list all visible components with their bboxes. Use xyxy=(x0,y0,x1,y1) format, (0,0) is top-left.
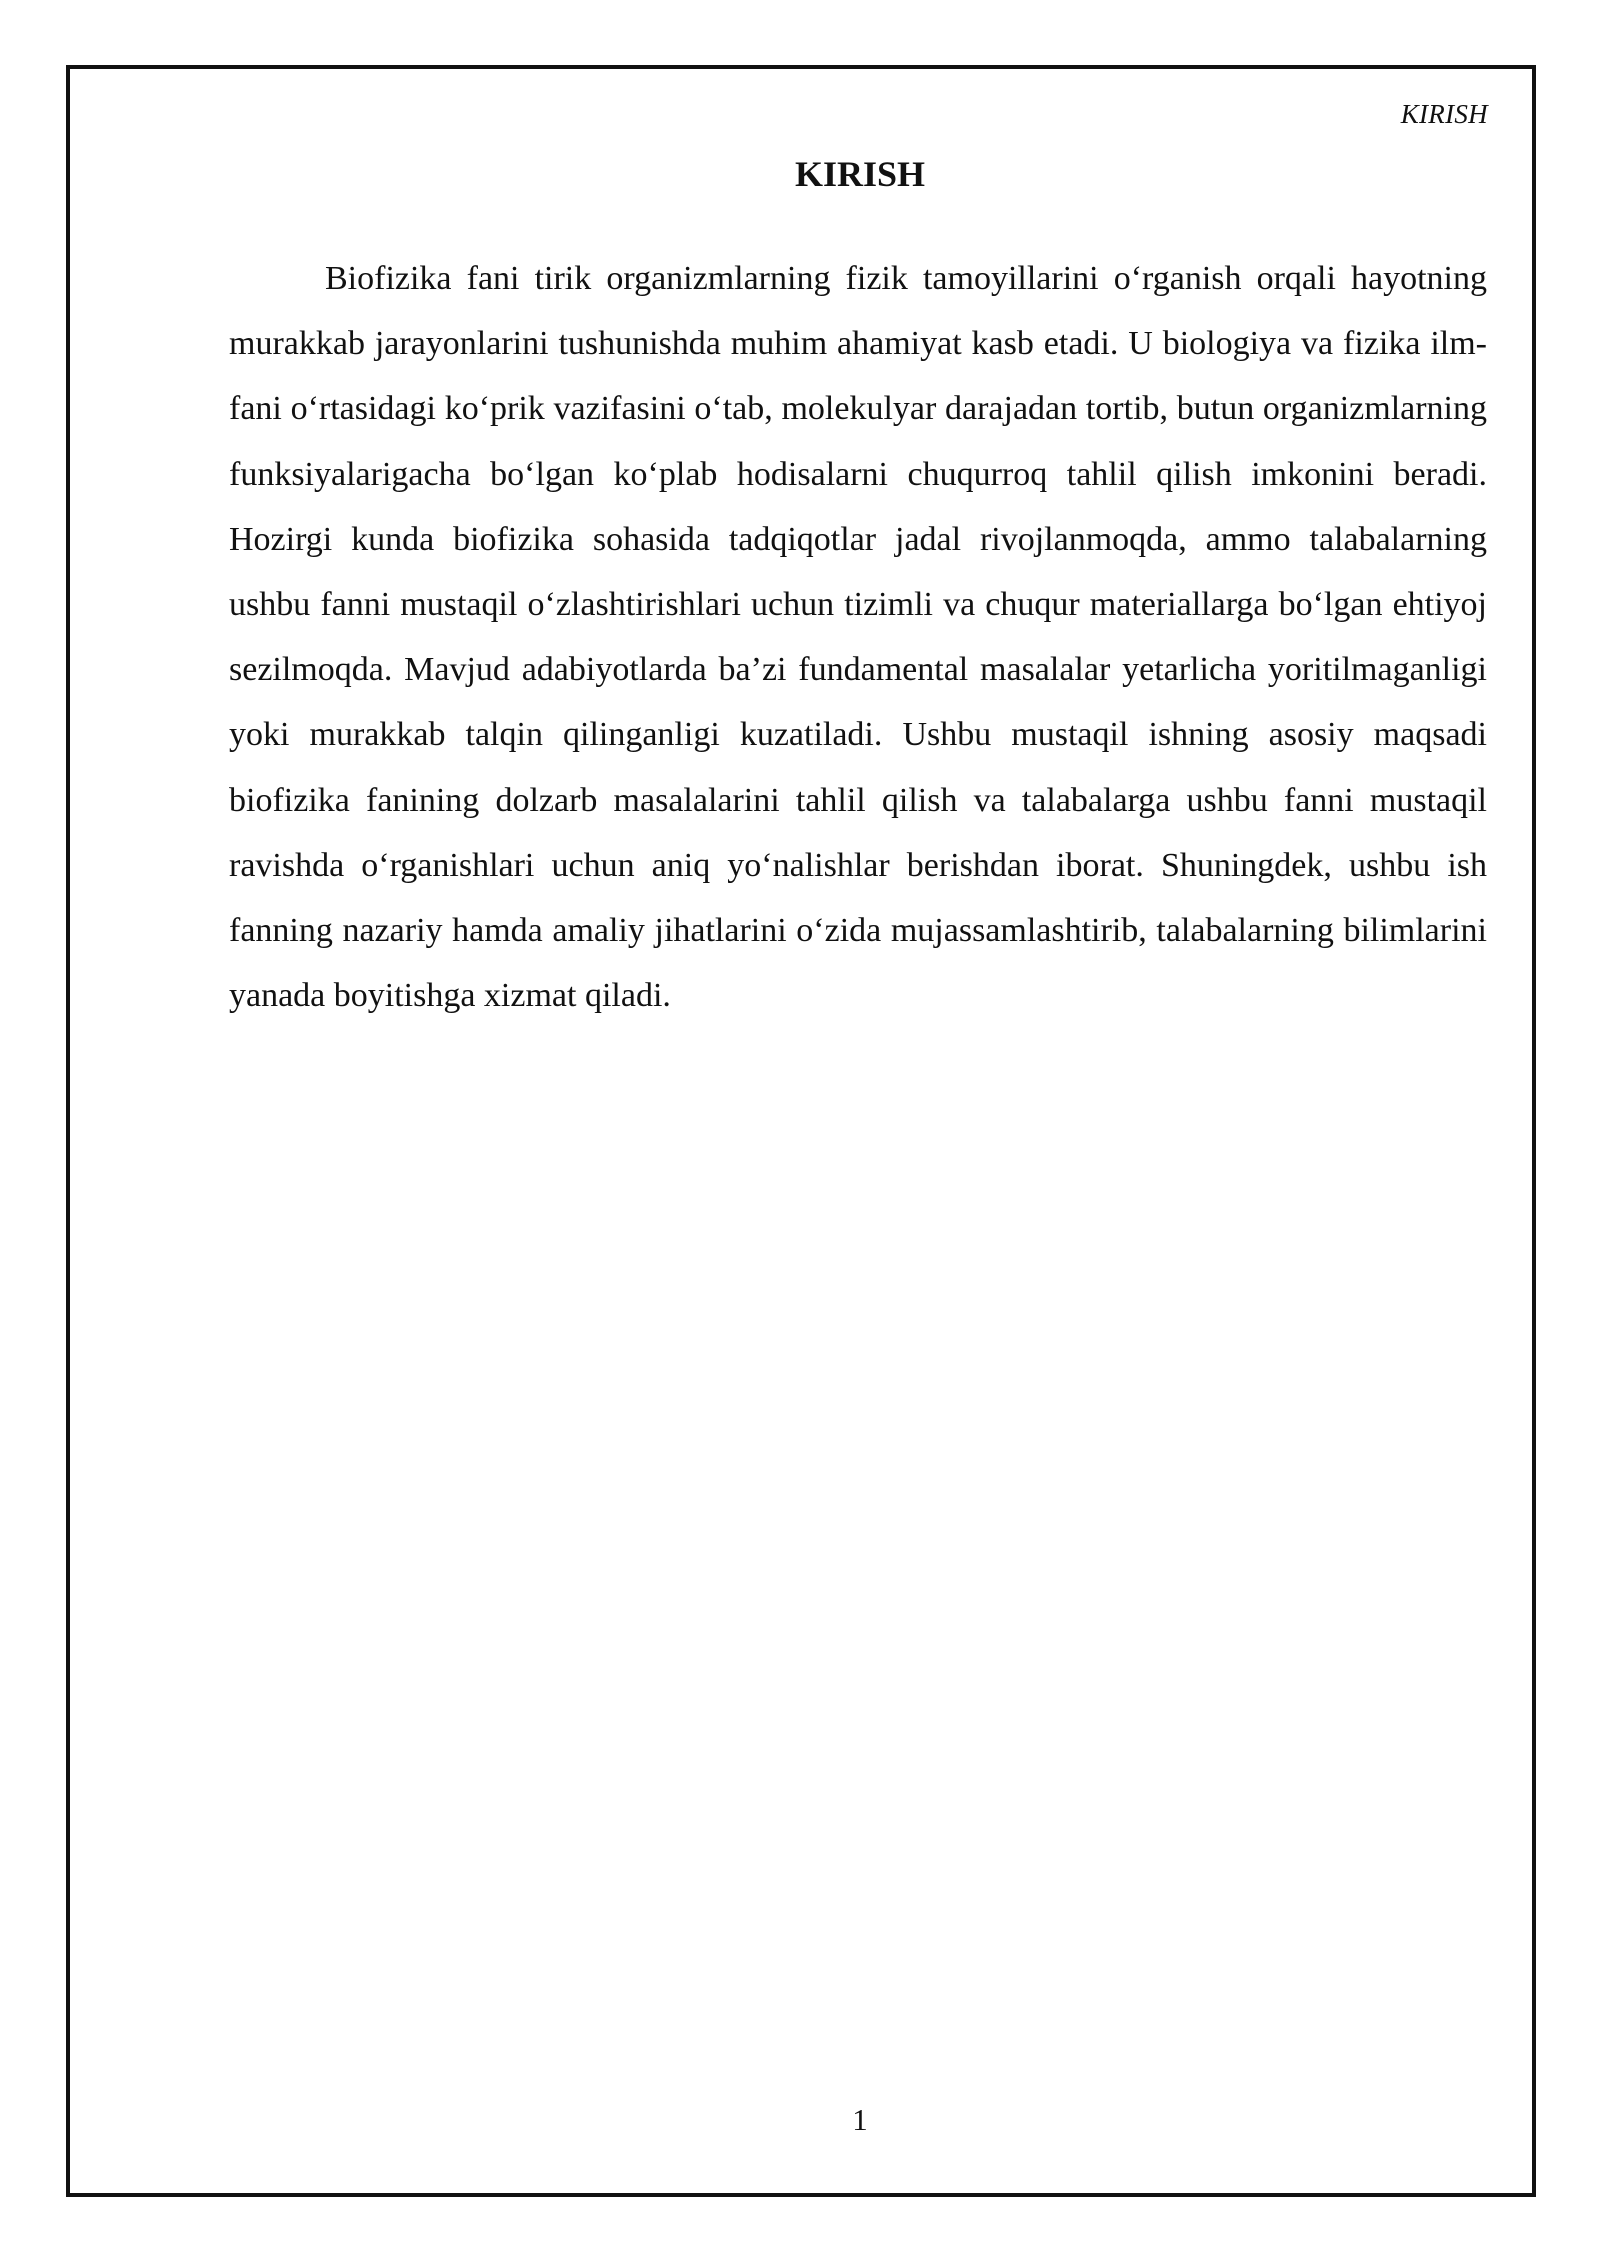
page-number: 1 xyxy=(852,2102,868,2137)
running-header: KIRISH xyxy=(1400,99,1488,129)
body-paragraph: Biofizika fani tirik organizmlarning fizik tamoyillarini o‘rganish orqali hayotning murakkab jarayonlarini tushunishda muhim ahamiyat kasb etadi. U biologiya va fizika ilm-fani o‘rtasidagi ko‘prik vazifasini o‘tab, molekulyar darajadan tortib, butun organizmlarning funksiyalarigacha bo‘lgan ko‘plab hodisalarni chuqurroq tahlil qilish imkonini beradi. Hozirgi kunda biofizika sohasida tadqiqotlar jadal rivojlanmoqda, ammo talabalarning ushbu fanni mustaqil o‘zlashtirishlari uchun tizimli va chuqur materiallarga bo‘lgan ehtiyoj sezilmoqda. Mavjud adabiyotlarda ba’zi fundamental masalalar yetarlicha yoritilmaganligi yoki murakkab talqin qilinganligi kuzatiladi. Ushbu mustaqil ishning asosiy maqsadi biofizika fanining dolzarb masalalarini tahlil qilish va talabalarga ushbu fanni mustaqil ravishda o‘rganishlari uchun aniq yo‘nalishlar berishdan iborat. Shuningdek, ushbu ish fanning nazariy hamda amaliy jihatlarini o‘zida mujassamlashtirib, talabalarning bilimlarini yanada boyitishga xizmat qiladi. xyxy=(229,260,1487,1015)
section-title: KIRISH xyxy=(794,154,926,194)
